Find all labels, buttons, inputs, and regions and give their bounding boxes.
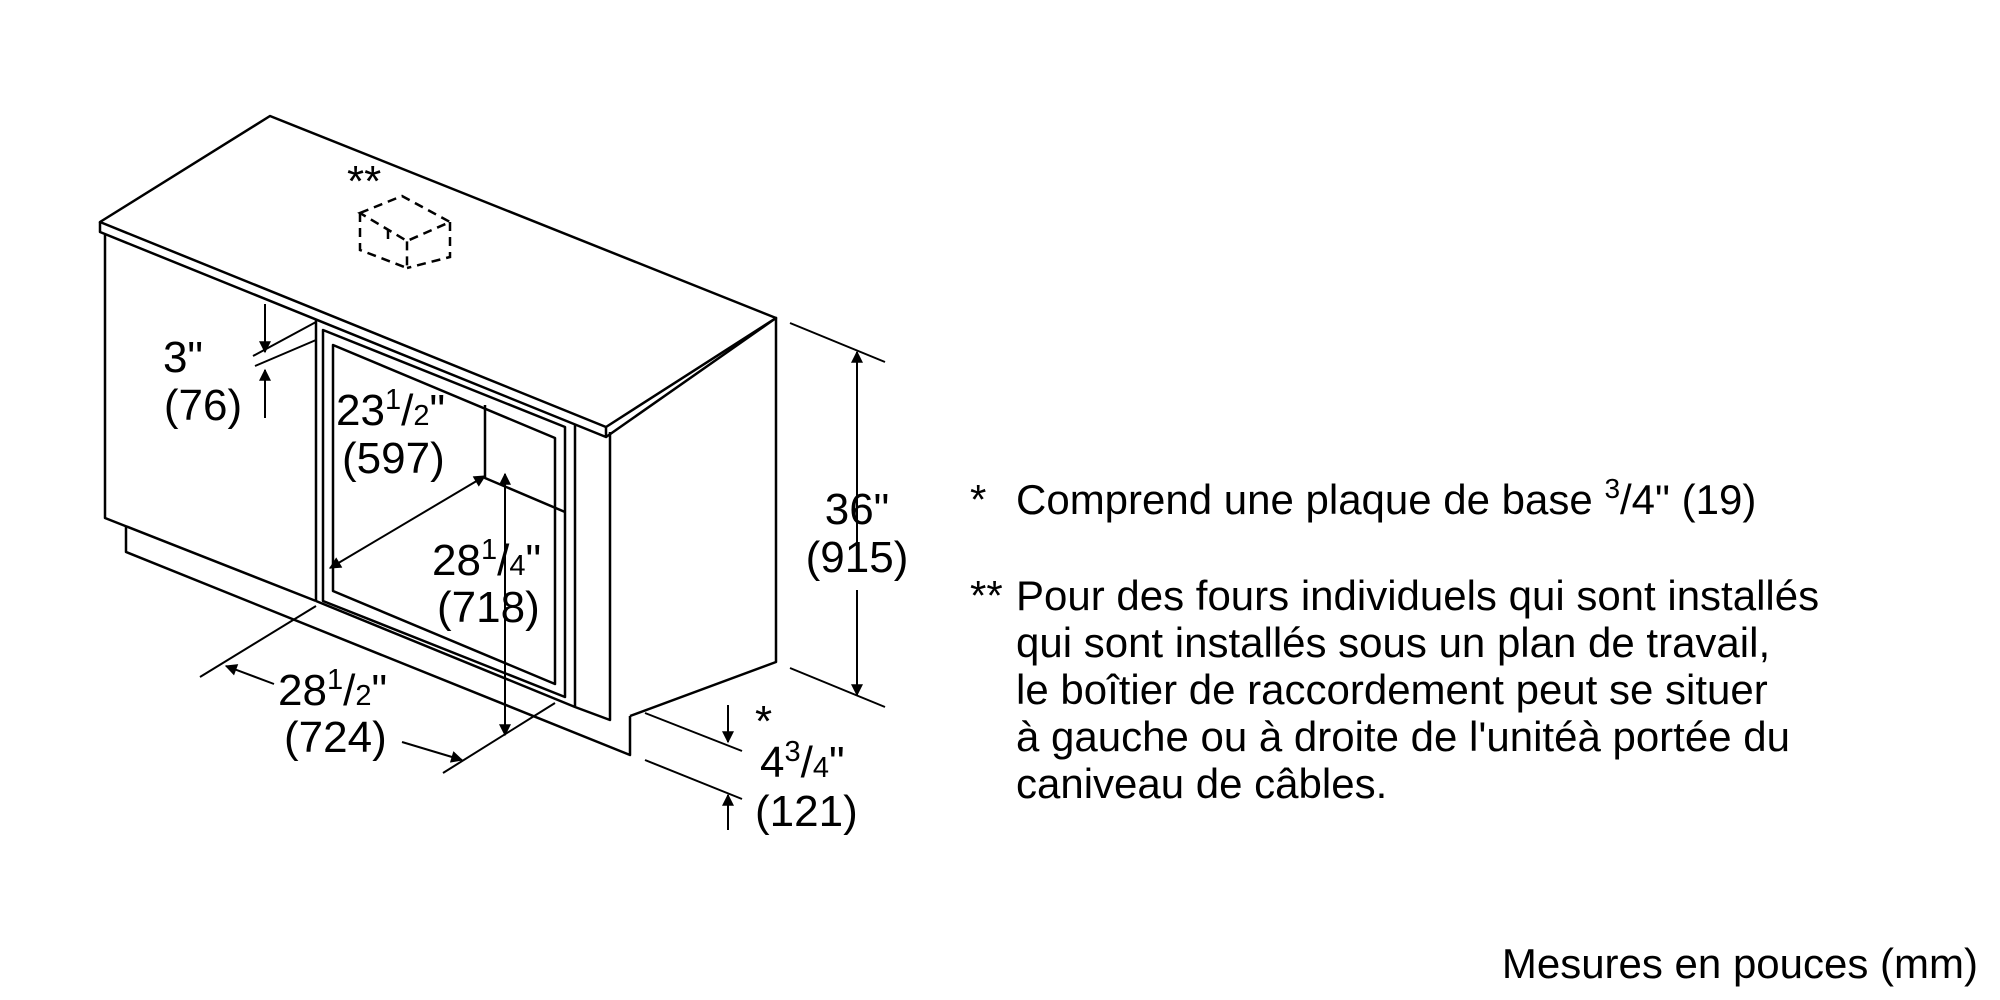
note-base-plate-text <box>1016 473 1757 523</box>
dim-overall-width-inches: $28^1/2$" <box>278 664 388 715</box>
dim-top-gap <box>163 333 242 430</box>
dim-base-mm: (121) <box>755 787 858 836</box>
dim-height-inches: 36" <box>824 485 890 534</box>
dim-overall-width-mm: (724) <box>284 713 387 762</box>
dim-top-gap-inches: 3" <box>162 333 204 382</box>
note-line: à gauche ou à droite de l'unitéà portée du <box>1016 713 1790 760</box>
note-junction-box-mark: ** <box>970 572 1003 619</box>
junction-box-label: ** <box>347 157 382 206</box>
note-base-plate-mark: * <box>970 476 987 523</box>
dim-cutout-depth-inches: $23^1/2$" <box>336 384 446 435</box>
units-caption: Mesures en pouces (mm) <box>1501 940 1978 987</box>
dim-height-mm: (915) <box>805 533 909 582</box>
note-line: le boîtier de raccordement peut se situer <box>1016 666 1768 713</box>
note-line: Pour des fours individuels qui sont installés <box>1016 572 1820 619</box>
dim-base-inches: $4^3/4$" <box>760 736 845 787</box>
dim-cutout-width-inches: $28^1/4$" <box>432 534 542 585</box>
dim-base-asterisk: * <box>755 697 773 746</box>
dim-overall-width <box>278 664 387 762</box>
note-base-plate-fraction-num: 3 <box>1604 473 1621 504</box>
note-junction-box-text <box>1016 572 1819 807</box>
note-base-plate-before: Comprend une plaque de base <box>1016 476 1605 523</box>
note-base-plate-after: /4" (19) <box>1620 476 1757 523</box>
dim-cutout-depth-mm: (597) <box>342 434 445 483</box>
dim-cutout-depth <box>336 384 445 483</box>
dim-top-gap-mm: (76) <box>163 381 243 430</box>
dim-base <box>755 697 858 836</box>
dim-cutout-width-mm: (718) <box>437 583 540 632</box>
note-line: caniveau de câbles. <box>1016 760 1388 807</box>
dim-height <box>806 485 909 582</box>
dim-cutout-width <box>432 534 541 632</box>
note-line: qui sont installés sous un plan de travail, <box>1016 619 1771 666</box>
